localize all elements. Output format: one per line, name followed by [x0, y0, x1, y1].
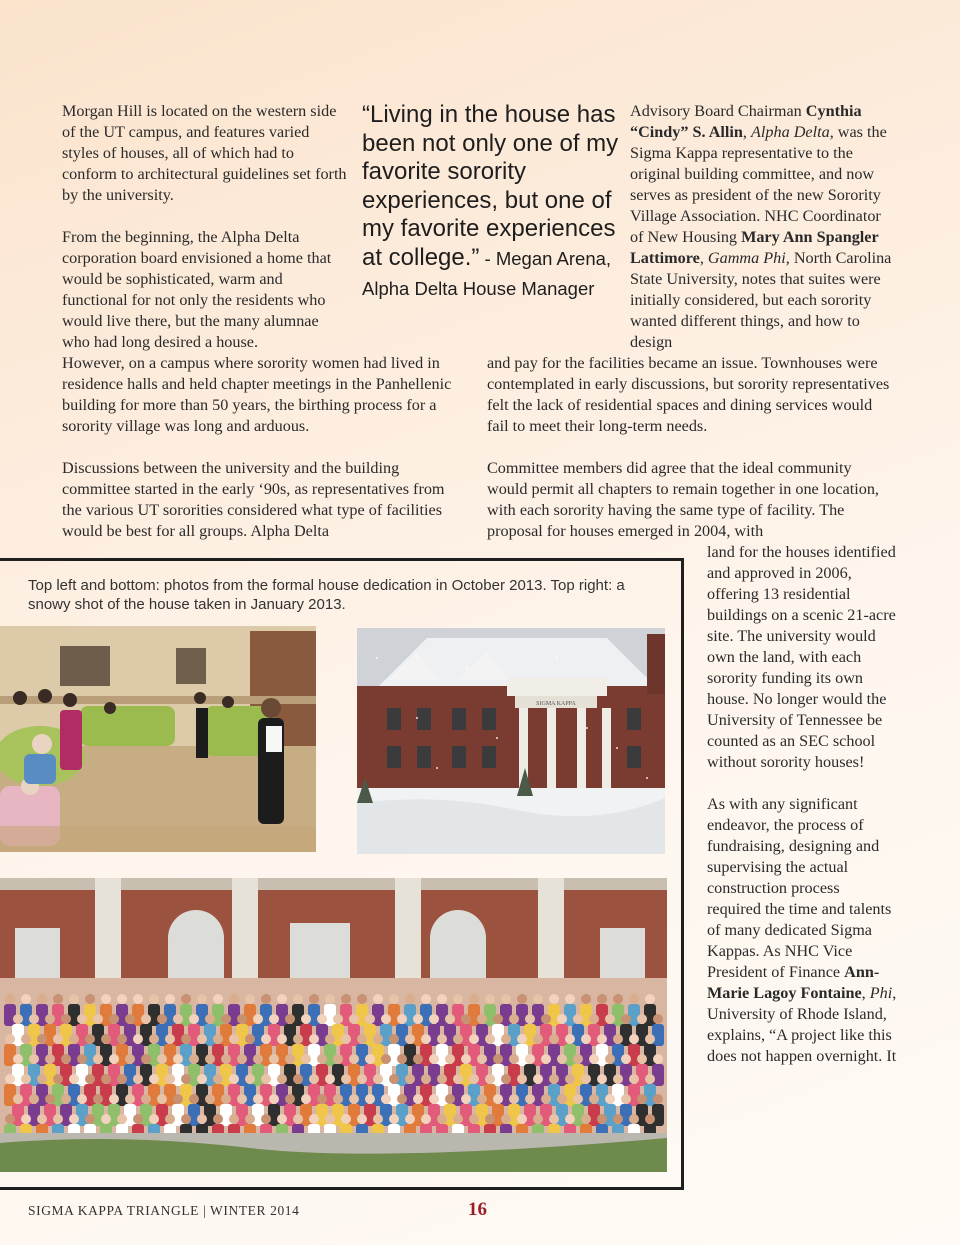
paragraph-committee: Committee members did agree that the ideal community would permit all chapters to remain together in one location, with each sorority having the same type of facility. The proposal for houses emerged in 2004, with — [487, 459, 879, 540]
chapter-name: Phi — [869, 984, 893, 1002]
paragraph-endeavor: As with any significant endeavor, the process of fundraising, designing and supervising the actual construction process required the time and talents of many dedicated Sigma Kappas. As NHC Vice President of Finance Ann-Marie Lagoy Fontaine, Phi, University of Rhode Island, explains, “A project like this does not happen overnight. It — [707, 795, 897, 1065]
photo-dedication-illustration — [0, 626, 316, 852]
person-name: Mary Ann Spangler Lattimore — [630, 228, 879, 267]
paragraph-campus: However, on a campus where sorority women had lived in residence halls and held chapter meetings in the Panhellenic building for more than 50 years, the birthing process for a sorority village was long and arduous. — [62, 354, 452, 435]
pull-quote — [362, 101, 622, 303]
chapter-name: Alpha Delta — [751, 123, 830, 141]
photo-group-dedication — [0, 878, 667, 1172]
paragraph-land: land for the houses identified and approved in 2006, offering 13 residential buildings on a scenic 21-acre site. The university would own the land, with each sorority funding its own house. No longer would the University of Tennessee be counted as an SEC school without sorority houses! — [707, 543, 896, 771]
footer-publication: SIGMA KAPPA TRIANGLE | WINTER 2014 — [28, 1203, 300, 1218]
photo-group-illustration — [0, 878, 667, 1172]
photo-snowy-house-illustration — [357, 628, 665, 854]
person-name: Cynthia “Cindy” S. Allin — [630, 102, 862, 141]
paragraph-morgan-hill: Morgan Hill is located on the western side of the UT campus, and features varied styles of houses, all of which had to conform to architectural guidelines set forth by the university. — [62, 102, 347, 204]
chapter-name: Gamma Phi — [707, 249, 786, 267]
house-sign-text: SIGMA KAPPA — [536, 701, 576, 707]
paragraph-advisory-board: Advisory Board Chairman Cynthia “Cindy” S. Allin, Alpha Delta, was the Sigma Kappa representative to the original building committee, and now serves as president of the new Sorority Village Association. NHC Coordinator of New Housing Mary Ann Spangler Lattimore, Gamma Phi, North Carolina State University, notes that suites were initially considered, but each sorority wanted different things, and how to design — [630, 102, 892, 351]
paragraph-townhouses: and pay for the facilities became an issue. Townhouses were contemplated in early discussions, but sorority representatives felt the lack of residential spaces and dining services would fail to meet their long-term needs. — [487, 354, 890, 435]
article-column-middle — [487, 353, 892, 542]
paragraph-beginning: From the beginning, the Alpha Delta corporation board envisioned a home that would be sophisticated, warm and functional for not only the residents who would live there, but the many alumnae who had long desired a house. — [62, 228, 332, 351]
pull-quote-attribution: - Megan Arena, Alpha Delta House Manager — [362, 247, 612, 299]
pull-quote-text: “Living in the house has been not only one of my favorite sorority experiences, but one of my favorite experiences at college.” — [362, 101, 619, 271]
article-column-side — [707, 542, 897, 1067]
article-column-right-top — [630, 101, 892, 353]
page-number: 16 — [468, 1199, 487, 1220]
photo-snowy-house — [357, 628, 665, 854]
photo-dedication-interior — [0, 626, 316, 852]
person-name: Ann-Marie Lagoy Fontaine — [707, 963, 880, 1002]
paragraph-discussions: Discussions between the university and the building committee started in the early ‘90s, as representatives from the various UT sororities considered what type of facilities would be best for all groups. Alpha Delta — [62, 459, 445, 540]
crowd-group — [4, 994, 664, 1146]
photo-caption: Top left and bottom: photos from the formal house dedication in October 2013. Top right: a snowy shot of the house taken in January 2013. — [28, 577, 625, 613]
